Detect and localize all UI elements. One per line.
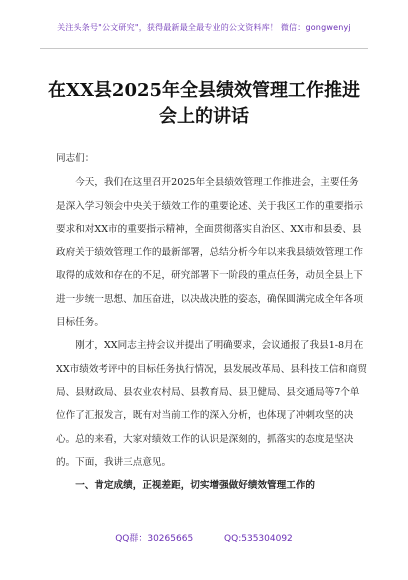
body-paragraph: 刚才，XX同志主持会议并提出了明确要求，会议通报了我县1-8月在XX市绩效考评中的目标任务执行情况，县发展改革局、县科技工信和商贸局、县财政局、县农业农村局、县教育局、县卫健局、县交通局等7个单位作了汇报发言，既有对当前工作的深入分析，也体现了冲刺攻坚的决心。总的来看，大家对绩效工作的认识是深刻的，抓落实的态度是坚决的。下面，我讲三点意见。 bbox=[56, 340, 368, 468]
document-body bbox=[56, 147, 368, 497]
footer-qq-number: QQ:535304092 bbox=[224, 534, 293, 544]
body-paragraph: 今天，我们在这里召开2025年全县绩效管理工作推进会，主要任务是深入学习领会中央关于绩效工作的重要论述、关于我区工作的重要指示要求和对XX市的重要指示精神，全面贯彻落实自治区、XX市和县委、县政府关于绩效管理工作的最新部署，总结分析今年以来我县绩效管理工作取得的成效和存在的不足，研究部署下一阶段的重点任务，动员全县上下进一步统一思想、加压奋进，以决战决胜的姿态，确保圆满完成全年各项目标任务。 bbox=[56, 177, 363, 329]
header-divider bbox=[40, 48, 368, 49]
header-promo-note: 关注头条号"公文研究"，获得最新最全最专业的公文资料库！ 微信：gongwenyj bbox=[57, 23, 351, 32]
section-heading: 一、肯定成绩，正视差距，切实增强做好绩效管理工作的 bbox=[75, 480, 316, 492]
salutation: 同志们： bbox=[56, 153, 95, 164]
footer-contact bbox=[0, 531, 408, 544]
document-title: 在XX县2025年全县绩效管理工作推进会上的讲话 bbox=[47, 80, 361, 127]
footer-qq-group: QQ群：30265665 bbox=[115, 534, 194, 544]
